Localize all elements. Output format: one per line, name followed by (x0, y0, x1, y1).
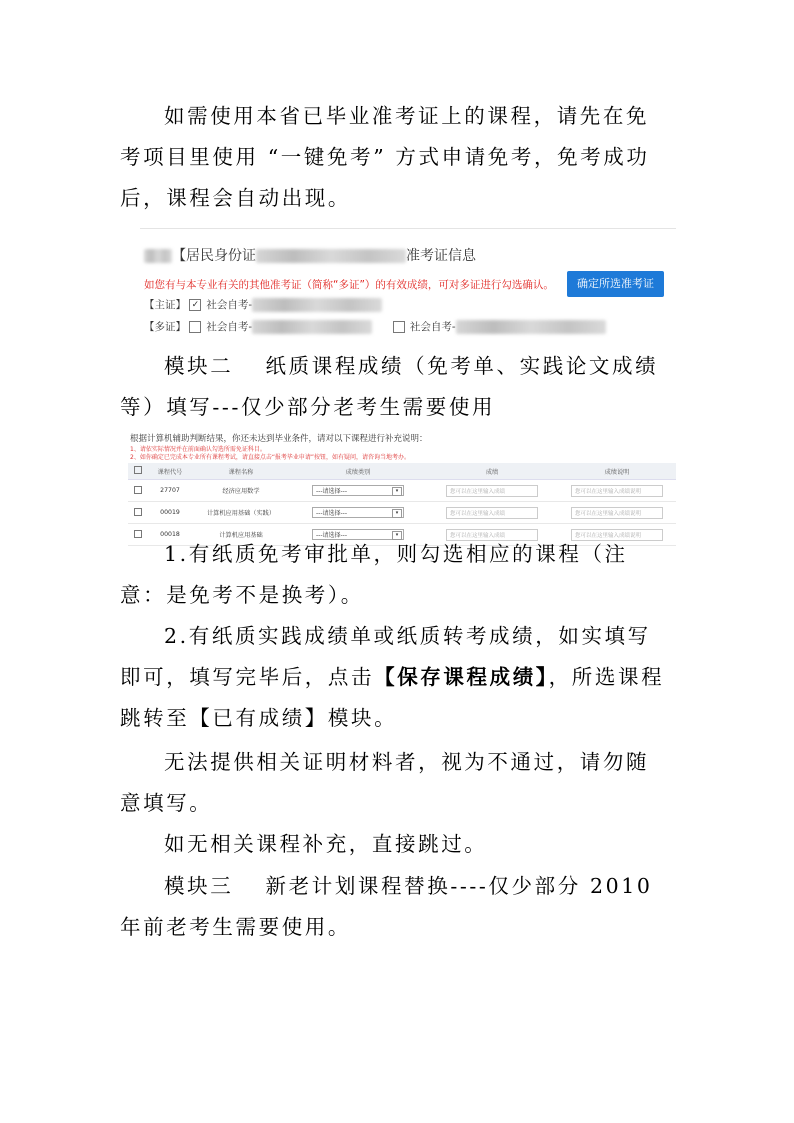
course-name: 计算机应用基础 (192, 524, 290, 546)
score-category-select[interactable]: ---请选择--- ▾ (312, 485, 404, 496)
item-2: 2.有纸质实践成绩单或纸质转考成绩，如实填写即可，填写完毕后，点击【保存课程成绩】，所选课程跳转至【已有成绩】模块。 (120, 624, 665, 730)
score-category-select[interactable]: ---请选择--- ▾ (312, 507, 404, 518)
multi-cert-row: 【多证】 社会自考- 社会自考- (144, 319, 606, 334)
course-name: 计算机应用基础（实践） (192, 502, 290, 524)
row-checkbox[interactable] (134, 508, 142, 516)
skip-note: 如无相关课程补充，直接跳过。 (164, 832, 488, 856)
chevron-down-icon: ▾ (392, 531, 402, 540)
header-code: 课程代号 (148, 463, 192, 480)
score-description-input[interactable]: 您可以在这里输入成绩说明 (571, 529, 663, 541)
table-row (128, 502, 676, 524)
header-name: 课程名称 (192, 463, 290, 480)
multi-cert-checkbox-1[interactable] (189, 321, 201, 333)
course-code: 00019 (148, 502, 192, 524)
item-1: 1.有纸质免考审批单，则勾选相应的课程（注意：是免考不是换考）。 (120, 542, 628, 607)
score-input[interactable]: 您可以在这里输入成绩 (446, 507, 538, 519)
header-score: 成绩 (426, 463, 558, 480)
score-description-input[interactable]: 您可以在这里输入成绩说明 (571, 485, 663, 497)
course-supplement-panel (128, 432, 676, 539)
row-checkbox[interactable] (134, 486, 142, 494)
multi-cert-hint: 如您有与本专业有关的其他准考证（简称“多证”）的有效成绩，可对多证进行勾选确认。 (144, 279, 554, 291)
table-header (128, 463, 676, 480)
main-cert-checkbox[interactable]: ✓ (189, 299, 201, 311)
multi-cert-checkbox-2[interactable] (393, 321, 405, 333)
table-row (128, 480, 676, 502)
score-input[interactable]: 您可以在这里输入成绩 (446, 485, 538, 497)
main-cert-row: 【主证】 ✓ 社会自考- (144, 297, 382, 312)
warning-note: 无法提供相关证明材料者，视为不通过，请勿随意填写。 (120, 750, 650, 815)
course-name: 经济应用数学 (192, 480, 290, 502)
header-category: 成绩类别 (290, 463, 426, 480)
module2-title: 模块二 纸质课程成绩（免考单、实践论文成绩等）填写---仅少部分老考生需要使用 (120, 354, 659, 419)
header-description: 成绩说明 (558, 463, 676, 480)
course-code: 00018 (148, 524, 192, 546)
course-code: 27707 (148, 480, 192, 502)
supplement-note-1: 1、请依实际情况并在前面确认勾选所需免证科目。 (130, 446, 266, 453)
supplement-note-2: 2、如你确定已完成本专业所有课程考试，请直接点击“报考毕业申请”按钮，如有疑问，请咨询当地考办。 (130, 454, 411, 461)
panel-title: 【居民身份证 准考证信息 (144, 245, 476, 265)
score-description-input[interactable]: 您可以在这里输入成绩说明 (571, 507, 663, 519)
certificate-info-panel (140, 228, 676, 341)
confirm-certificates-button[interactable]: 确定所选准考证 (567, 271, 664, 297)
save-scores-label: 【保存课程成绩】 (374, 665, 549, 689)
chevron-down-icon: ▾ (392, 487, 402, 496)
score-input[interactable]: 您可以在这里输入成绩 (446, 529, 538, 541)
intro-paragraph: 如需使用本省已毕业准考证上的课程，请先在免考项目里使用 “一键免考” 方式申请免考，免考成功后，课程会自动出现。 (120, 104, 650, 210)
score-category-select[interactable]: ---请选择--- ▾ (312, 529, 404, 540)
supplement-intro: 根据计算机辅助判断结果，你还未达到毕业条件，请对以下课程进行补充说明： (130, 434, 428, 444)
chevron-down-icon: ▾ (392, 509, 402, 518)
select-all-checkbox[interactable] (134, 466, 142, 474)
module3-title: 模块三 新老计划课程替换----仅少部分 2010 年前老考生需要使用。 (120, 874, 653, 939)
